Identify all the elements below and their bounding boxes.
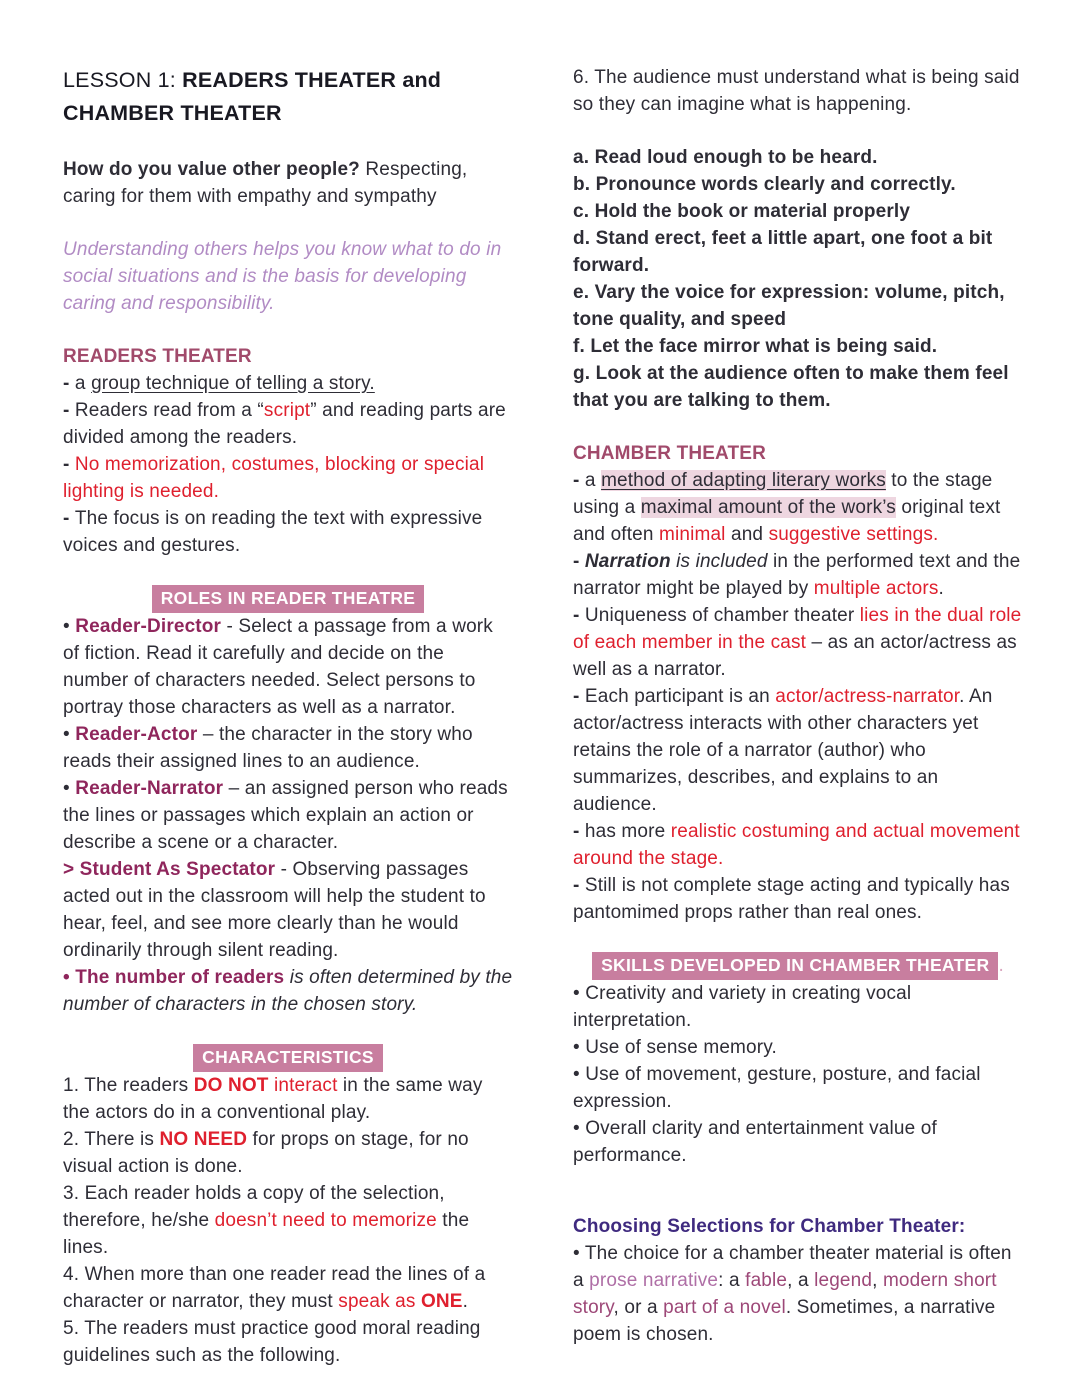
chamber-point-3-text: - — [573, 605, 585, 626]
chamber-point-2-text: - — [573, 551, 585, 572]
characteristic-1-text: 1. The readers — [63, 1075, 194, 1096]
guideline-c — [573, 198, 1023, 225]
guideline-e-text: e. Vary the voice for expression: volume, pitch, tone quality, and speed — [573, 282, 1005, 330]
readers-theater-point-2 — [63, 397, 513, 451]
chamber-point-2-text: Narration — [584, 551, 671, 572]
characteristic-4-text: speak as — [338, 1291, 421, 1312]
chamber-point-1-text: - — [573, 470, 585, 491]
chamber-point-4-text: actor/actress-narrator — [775, 686, 960, 707]
chamber-point-2-text: . — [938, 578, 944, 599]
skill-4-text: • Overall clarity and entertainment value of performance. — [573, 1118, 937, 1166]
chamber-point-3-text: Uniqueness of chamber theater — [584, 605, 860, 626]
readers-theater-heading — [63, 343, 513, 370]
guideline-f — [573, 333, 1023, 360]
left-column — [63, 64, 513, 1369]
readers-theater-point-3-text: - — [63, 454, 75, 475]
chamber-point-1-text: maximal amount of the work’s — [640, 497, 896, 518]
characteristic-2-text: for props on stage, for no visual action is done. — [63, 1129, 469, 1177]
role-reader-narrator-text: Reader-Narrator — [75, 778, 224, 799]
chamber-point-3 — [573, 602, 1023, 683]
characteristic-5 — [63, 1315, 513, 1369]
lesson-title-text: READERS THEATER and CHAMBER THEATER — [63, 68, 442, 125]
chamber-point-6 — [573, 872, 1023, 926]
choosing-selections-paragraph-text: modern short story — [573, 1270, 997, 1318]
chamber-point-5-text: - — [573, 821, 585, 842]
characteristic-6 — [573, 64, 1023, 118]
skills-developed-badge-text: SKILLS DEVELOPED IN CHAMBER THEATER — [592, 952, 998, 980]
chamber-point-2-text: in the performed text and the narrator might be played by — [573, 551, 1021, 599]
chamber-point-2 — [573, 548, 1023, 602]
characteristic-4-text: 4. When more than one reader read the lines of a character or narrator, they must — [63, 1264, 486, 1312]
characteristic-4-text: . — [462, 1291, 469, 1312]
value-question-paragraph-text: How do you value other people? — [63, 159, 360, 180]
choosing-selections-heading — [573, 1213, 1023, 1240]
characteristic-3-text: 3. Each reader holds a copy of the selection, therefore, he/she — [63, 1183, 445, 1231]
lesson-title — [63, 64, 513, 130]
readers-theater-point-2-text: script — [263, 400, 311, 421]
chamber-point-4-text: Each participant is an — [584, 686, 776, 707]
skill-1 — [573, 980, 1023, 1034]
readers-theater-point-3 — [63, 451, 513, 505]
guideline-f-text: f. Let the face mirror what is being said. — [573, 336, 938, 357]
guideline-b — [573, 171, 1023, 198]
characteristic-1-text: DO NOT — [193, 1075, 269, 1096]
role-reader-actor-text: • — [63, 724, 76, 745]
chamber-point-5 — [573, 818, 1023, 872]
number-of-readers-note-text: • — [63, 967, 76, 988]
characteristic-3 — [63, 1180, 513, 1261]
characteristic-5-text: 5. The readers must practice good moral reading guidelines such as the following. — [63, 1318, 481, 1366]
role-student-as-spectator — [63, 856, 513, 964]
characteristic-1-text: in the same way the actors do in a conventional play. — [63, 1075, 483, 1123]
characteristic-4 — [63, 1261, 513, 1315]
chamber-point-1-text: to the stage using a — [573, 470, 993, 518]
chamber-point-3-text: lies in the dual role of each member in the cast — [573, 605, 1022, 653]
readers-theater-heading-text: READERS THEATER — [63, 346, 252, 367]
chamber-point-6-text: Still is not complete stage acting and typically has pantomimed props rather than real ones. — [573, 875, 1010, 923]
readers-theater-point-2-text: ” and reading parts are divided among the readers. — [63, 400, 506, 448]
characteristic-2 — [63, 1126, 513, 1180]
role-reader-narrator-text: • — [63, 778, 76, 799]
roles-in-reader-theatre-badge — [63, 585, 513, 613]
guideline-g-text: g. Look at the audience often to make them feel that you are talking to them. — [573, 363, 1009, 411]
choosing-selections-paragraph-text: legend — [814, 1270, 873, 1291]
guideline-d — [573, 225, 1023, 279]
readers-theater-point-4-text: The focus is on reading the text with expressive voices and gestures. — [63, 508, 483, 556]
role-reader-actor-text: Reader-Actor — [75, 724, 198, 745]
role-student-as-spectator-text: > Student As Spectator — [63, 859, 276, 880]
characteristic-3-text: the lines. — [63, 1210, 470, 1258]
chamber-theater-heading — [573, 440, 1023, 467]
role-reader-director-text: - Select a passage from a work of fiction. Read it carefully and decide on the number of characters needed. Select persons to portray those characters as well as a narrator. — [63, 616, 493, 718]
skills-developed-badge-text: . — [998, 955, 1004, 976]
characteristic-1-text: interact — [268, 1075, 338, 1096]
guideline-c-text: c. Hold the book or material properly — [573, 201, 911, 222]
readers-theater-point-3-text: No memorization, costumes, blocking or special lighting is needed. — [63, 454, 485, 502]
skill-3 — [573, 1061, 1023, 1115]
chamber-point-1-text: method of adapting literary works — [601, 470, 886, 491]
characteristic-2-text: 2. There is — [63, 1129, 160, 1150]
choosing-selections-heading-text: Choosing Selections for Chamber Theater: — [573, 1216, 966, 1237]
role-reader-actor — [63, 721, 513, 775]
guideline-d-text: d. Stand erect, feet a little apart, one foot a bit forward. — [573, 228, 993, 276]
role-reader-actor-text: – the character in the story who reads their assigned lines to an audience. — [63, 724, 473, 772]
readers-theater-point-1-text: a — [74, 373, 92, 394]
choosing-selections-paragraph-text: : a — [718, 1270, 746, 1291]
choosing-selections-paragraph-text: , — [872, 1270, 883, 1291]
chamber-theater-heading-text: CHAMBER THEATER — [573, 443, 766, 464]
chamber-point-1-text: suggestive settings. — [768, 524, 939, 545]
chamber-point-1 — [573, 467, 1023, 548]
role-reader-director-text: • — [63, 616, 76, 637]
guideline-b-text: b. Pronounce words clearly and correctly. — [573, 174, 956, 195]
characteristic-6-text: 6. The audience must understand what is being said so they can imagine what is happening. — [573, 67, 1020, 115]
guideline-a-text: a. Read loud enough to be heard. — [573, 147, 878, 168]
value-question-paragraph — [63, 156, 513, 210]
role-reader-narrator — [63, 775, 513, 856]
number-of-readers-note — [63, 964, 513, 1018]
chamber-point-1-text: a — [584, 470, 602, 491]
role-reader-director-text: Reader-Director — [75, 616, 222, 637]
skill-2-text: • Use of sense memory. — [573, 1037, 777, 1058]
skill-1-text: • Creativity and variety in creating vocal interpretation. — [573, 983, 912, 1031]
skill-4 — [573, 1115, 1023, 1169]
choosing-selections-paragraph — [573, 1240, 1023, 1348]
characteristic-2-text: NO NEED — [159, 1129, 248, 1150]
readers-theater-point-1 — [63, 370, 513, 397]
chamber-point-6-text: - — [573, 875, 585, 896]
chamber-point-3-text: – as an actor/actress as well as a narrator. — [573, 632, 1017, 680]
guideline-a — [573, 144, 1023, 171]
choosing-selections-paragraph-text: • The choice for a chamber theater material is often a — [573, 1243, 1012, 1291]
lesson-title-text: LESSON 1: — [63, 68, 183, 92]
characteristics-badge-text: CHARACTERISTICS — [193, 1044, 383, 1072]
choosing-selections-paragraph-text: . Sometimes, a narrative poem is chosen. — [573, 1297, 996, 1345]
chamber-point-1-text: original text and often — [573, 497, 1001, 545]
skill-2 — [573, 1034, 1023, 1061]
readers-theater-point-4 — [63, 505, 513, 559]
value-question-paragraph-text: Respecting, caring for them with empathy and sympathy — [63, 159, 468, 207]
choosing-selections-paragraph-text: fable — [745, 1270, 788, 1291]
role-reader-narrator-text: – an assigned person who reads the lines or passages which explain an action or describe a scene or a character. — [63, 778, 508, 853]
skill-3-text: • Use of movement, gesture, posture, and facial expression. — [573, 1064, 981, 1112]
readers-theater-point-2-text: - — [63, 400, 75, 421]
readers-theater-point-4-text: - — [63, 508, 75, 529]
chamber-point-4-text: - — [573, 686, 585, 707]
chamber-point-2-text: is included — [670, 551, 768, 572]
choosing-selections-paragraph-text: prose narrative — [589, 1270, 719, 1291]
chamber-point-1-text: minimal — [659, 524, 726, 545]
role-student-as-spectator-text: - Observing passages acted out in the classroom will help the student to hear, feel, and see more clearly than he would ordinarily through silent reading. — [63, 859, 486, 961]
chamber-point-4 — [573, 683, 1023, 818]
understanding-quote-text: Understanding others helps you know what to do in social situations and is the basis for developing caring and responsibility. — [63, 239, 502, 314]
readers-theater-point-1-text: - — [63, 373, 75, 394]
chamber-point-5-text: has more — [584, 821, 671, 842]
characteristic-4-text: ONE — [420, 1291, 463, 1312]
choosing-selections-paragraph-text: , a — [787, 1270, 815, 1291]
guideline-e — [573, 279, 1023, 333]
chamber-point-5-text: realistic costuming and actual movement around the stage. — [573, 821, 1020, 869]
number-of-readers-note-text: The number of readers — [75, 967, 285, 988]
role-reader-director — [63, 613, 513, 721]
guideline-g — [573, 360, 1023, 414]
skills-developed-badge — [573, 952, 1023, 980]
characteristic-1 — [63, 1072, 513, 1126]
chamber-point-1-text: and — [725, 524, 769, 545]
readers-theater-point-1-text: group technique of telling a story. — [91, 373, 375, 394]
right-column — [573, 64, 1023, 1369]
characteristics-badge — [63, 1044, 513, 1072]
roles-in-reader-theatre-badge-text: ROLES IN READER THEATRE — [152, 585, 425, 613]
chamber-point-4-text: . An actor/actress interacts with other characters yet retains the role of a narrator (author) who summarizes, describes, and explains to an audience. — [573, 686, 993, 815]
characteristic-3-text: doesn’t need to memorize — [214, 1210, 437, 1231]
understanding-quote — [63, 236, 513, 317]
choosing-selections-paragraph-text: part of a novel — [663, 1297, 786, 1318]
chamber-point-2-text: multiple actors — [813, 578, 939, 599]
choosing-selections-paragraph-text: , or a — [613, 1297, 664, 1318]
readers-theater-point-2-text: Readers read from a “ — [74, 400, 264, 421]
number-of-readers-note-text: is often determined by the number of characters in the chosen story. — [63, 967, 513, 1015]
